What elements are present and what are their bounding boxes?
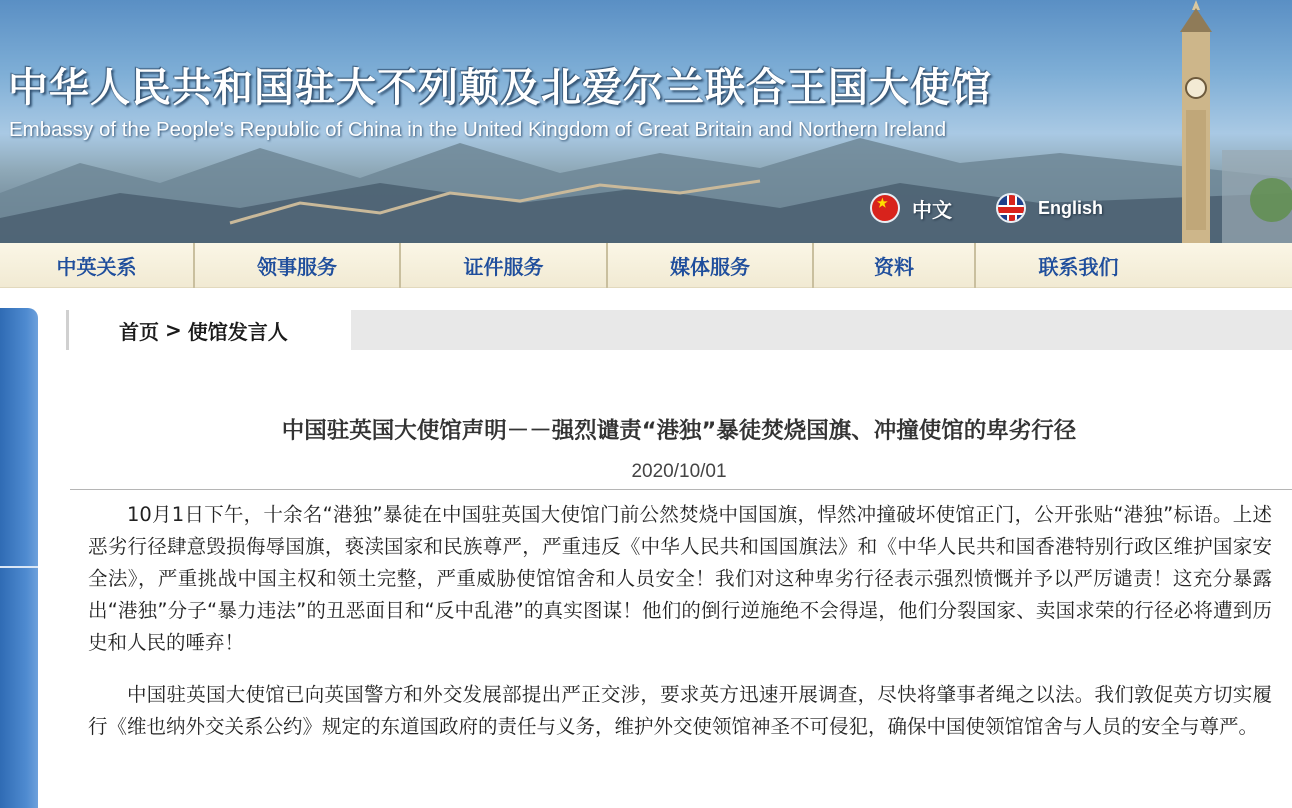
uk-flag-icon: [996, 193, 1026, 223]
left-sidebar-rail: [0, 308, 38, 808]
nav-item-media-services[interactable]: 媒体服务: [608, 243, 814, 288]
breadcrumb-current-link[interactable]: 使馆发言人: [187, 319, 288, 344]
sidebar-divider: [0, 566, 38, 568]
breadcrumb-separator: >: [165, 318, 182, 342]
language-english-label: English: [1038, 197, 1104, 218]
nav-item-document-services[interactable]: 证件服务: [401, 243, 608, 288]
big-ben-tower: [1152, 0, 1292, 243]
article-date: 2020/10/01: [631, 461, 727, 482]
article-title: 中国驻英国大使馆声明－－强烈谴责“港独”暴徒焚烧国旗、冲撞使馆的卑劣行径: [281, 418, 1077, 444]
nav-item-resources[interactable]: 资料: [814, 243, 976, 288]
embassy-title-cn: 中华人民共和国驻大不列颠及北爱尔兰联合王国大使馆: [8, 64, 992, 111]
article-paragraph: 中国驻英国大使馆已向英国警方和外交发展部提出严正交涉，要求英方迅速开展调查，尽快将肇事者绳之以法。我们敦促英方切实履行《维也纳外交关系公约》规定的东道国政府的责任与义务，维护外交使领馆神圣不可侵犯，确保中国使领馆馆舍与人员的安全与尊严。: [88, 683, 1272, 738]
article-paragraph: 10月1日下午，十余名“港独”暴徒在中国驻英国大使馆门前公然焚烧中国国旗，悍然冲撞破坏使馆正门，公开张贴“港独”标语。上述恶劣行径肆意毁损侮辱国旗，亵渎国家和民族尊严，严重违反《中华人民共和国国旗法》和《中华人民共和国香港特别行政区维护国家安全法》，严重挑战中国主权和领土完整，严重威胁使馆馆舍和人员安全！我们对这种卑劣行径表示强烈愤慨并予以严厉谴责！这充分暴露出“港独”分子“暴力违法”的丑恶面目和“反中乱港”的真实图谋！他们的倒行逆施绝不会得逞，他们分裂国家、卖国求荣的行径必将遭到历史和人民的唾弃！: [88, 503, 1272, 654]
nav-item-consular-services[interactable]: 领事服务: [195, 243, 401, 288]
breadcrumb-home-link[interactable]: 首页: [119, 319, 159, 344]
language-english-link[interactable]: [996, 190, 1103, 226]
embassy-title-en: Embassy of the People's Republic of China in the United Kingdom of Great Britain and Northern Ireland: [9, 118, 947, 141]
site-banner: [0, 0, 1292, 243]
language-chinese-link[interactable]: [870, 190, 952, 226]
main-nav: [0, 243, 1292, 288]
title-divider: [70, 489, 1292, 490]
china-flag-icon: [870, 193, 900, 223]
breadcrumb: [66, 310, 351, 350]
nav-item-contact-us[interactable]: 联系我们: [1038, 255, 1119, 279]
language-chinese-label: 中文: [912, 199, 952, 222]
nav-item-sino-uk-relations[interactable]: 中英关系: [0, 243, 195, 288]
